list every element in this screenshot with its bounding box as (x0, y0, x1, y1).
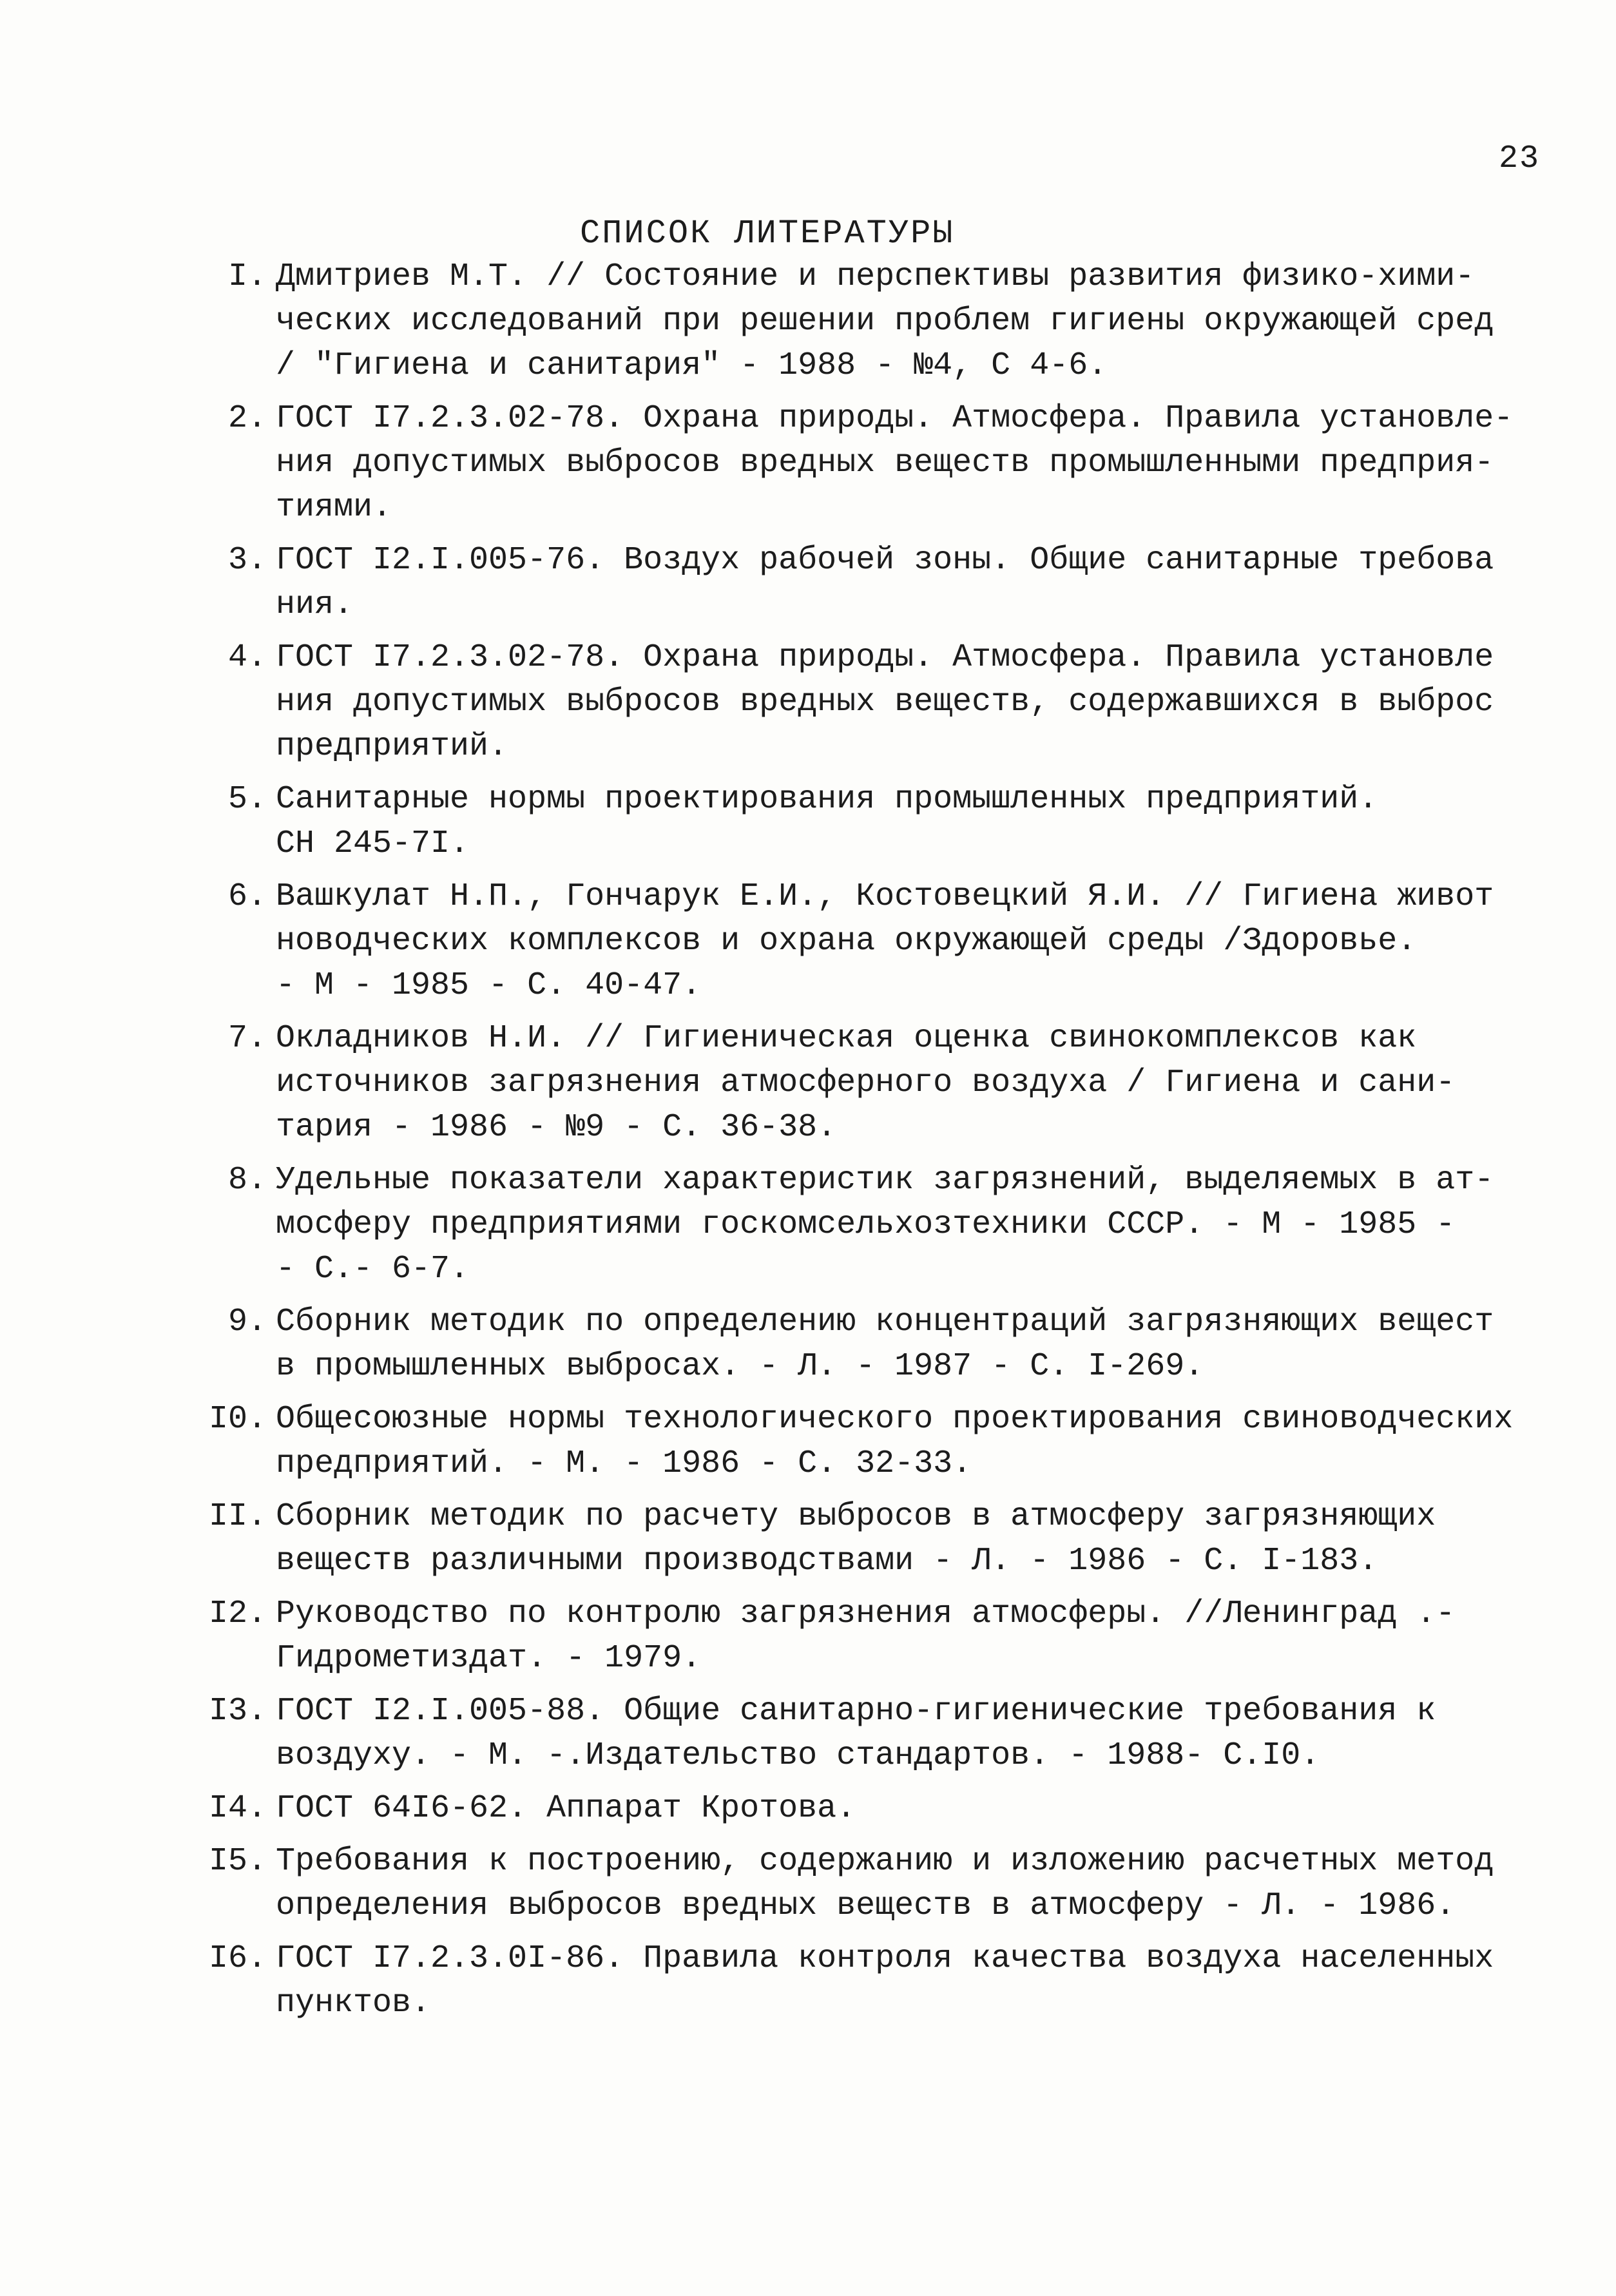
reference-text-line: ГОСТ I7.2.3.02-78. Охрана природы. Атмосфера. Правила установле- (276, 400, 1514, 437)
reference-number: 2. (227, 400, 267, 437)
reference-number: II. (208, 1498, 267, 1535)
page-number: 23 (1498, 140, 1540, 177)
reference-text-line: пунктов. (276, 1985, 431, 2021)
reference-text-line: ния. (276, 586, 354, 623)
reference-item (193, 255, 1553, 388)
reference-number: I2. (208, 1596, 267, 1632)
reference-text-line: ГОСТ I2.I.005-88. Общие санитарно-гигиенические требования к (276, 1693, 1436, 1730)
reference-number: 4. (227, 639, 267, 676)
reference-text-line: ГОСТ 64I6-62. Аппарат Кротова. (276, 1790, 856, 1827)
reference-item (193, 1689, 1553, 1778)
reference-text-line: ческих исследований при решении проблем гигиены окружающей сред (276, 303, 1494, 340)
reference-text-line: ГОСТ I7.2.3.0I-86. Правила контроля качества воздуха населенных (276, 1940, 1494, 1977)
reference-text-line: Гидрометиздат. - 1979. (276, 1640, 702, 1677)
reference-text-line: - М - 1985 - С. 40-47. (276, 967, 702, 1004)
reference-item (193, 538, 1553, 627)
reference-item (193, 1016, 1553, 1150)
reference-text-line: определения выбросов вредных веществ в атмосферу - Л. - 1986. (276, 1887, 1456, 1924)
reference-item (193, 635, 1553, 769)
reference-number: 3. (227, 542, 267, 579)
reference-text-line: / "Гигиена и санитария" - 1988 - №4, С 4-6. (276, 347, 1108, 384)
reference-text-line: ния допустимых выбросов вредных веществ, содержавшихся в выброс (276, 684, 1494, 720)
reference-text-line: Сборник методик по определению концентраций загрязняющих вещест (276, 1304, 1494, 1340)
reference-number: I4. (208, 1790, 267, 1827)
reference-item (193, 1936, 1553, 2025)
reference-text-line: мосферу предприятиями госкомсельхозтехники СССР. - М - 1985 - (276, 1206, 1456, 1243)
reference-number: 9. (227, 1304, 267, 1340)
reference-number: I. (227, 258, 267, 295)
reference-number: 7. (227, 1020, 267, 1057)
reference-text-line: тария - 1986 - №9 - С. 36-38. (276, 1109, 837, 1146)
reference-text-line: Дмитриев М.Т. // Состояние и перспективы развития физико-хими- (276, 258, 1475, 295)
page-title: СПИСОК ЛИТЕРАТУРЫ (580, 215, 955, 253)
reference-number: 6. (227, 878, 267, 915)
reference-number: I6. (208, 1940, 267, 1977)
reference-item (193, 1494, 1553, 1583)
reference-item (193, 1592, 1553, 1681)
reference-text-line: Общесоюзные нормы технологического проектирования свиноводческих (276, 1401, 1514, 1438)
reference-number: I0. (208, 1401, 267, 1438)
reference-text-line: предприятий. (276, 728, 508, 765)
reference-text-line: ГОСТ I7.2.3.02-78. Охрана природы. Атмосфера. Правила установле (276, 639, 1494, 676)
reference-item (193, 777, 1553, 866)
reference-item (193, 1300, 1553, 1389)
reference-text-line: - С.- 6-7. (276, 1251, 470, 1288)
reference-item (193, 1839, 1553, 1928)
reference-text-line: источников загрязнения атмосферного воздуха / Гигиена и сани- (276, 1065, 1456, 1101)
reference-text-line: СН 245-7I. (276, 825, 470, 862)
reference-text-line: тиями. (276, 489, 392, 526)
reference-text-line: ГОСТ I2.I.005-76. Воздух рабочей зоны. Общие санитарные требова (276, 542, 1494, 579)
reference-item (193, 874, 1553, 1008)
reference-number: 8. (227, 1162, 267, 1199)
reference-item (193, 1786, 1553, 1831)
reference-text-line: Окладников Н.И. // Гигиеническая оценка свинокомплексов как (276, 1020, 1417, 1057)
reference-text-line: предприятий. - М. - 1986 - С. 32-33. (276, 1445, 972, 1482)
reference-number: I3. (208, 1693, 267, 1730)
reference-list (193, 255, 1553, 2034)
reference-text-line: Сборник методик по расчету выбросов в атмосферу загрязняющих (276, 1498, 1436, 1535)
reference-text-line: воздуху. - М. -.Издательство стандартов. - 1988- С.I0. (276, 1737, 1320, 1774)
reference-text-line: Вашкулат Н.П., Гончарук Е.И., Костовецкий Я.И. // Гигиена живот (276, 878, 1494, 915)
reference-text-line: веществ различными производствами - Л. - 1986 - С. I-183. (276, 1543, 1378, 1579)
reference-text-line: Требования к построению, содержанию и изложению расчетных метод (276, 1843, 1494, 1880)
reference-text-line: Санитарные нормы проектирования промышленных предприятий. (276, 781, 1378, 818)
reference-number: 5. (227, 781, 267, 818)
reference-text-line: в промышленных выбросах. - Л. - 1987 - С. I-269. (276, 1348, 1204, 1385)
reference-number: I5. (208, 1843, 267, 1880)
reference-item (193, 396, 1553, 530)
reference-item (193, 1158, 1553, 1291)
reference-text-line: Удельные показатели характеристик загрязнений, выделяемых в ат- (276, 1162, 1494, 1199)
reference-item (193, 1397, 1553, 1486)
reference-text-line: Руководство по контролю загрязнения атмосферы. //Ленинград .- (276, 1596, 1456, 1632)
reference-text-line: новодческих комплексов и охрана окружающей среды /Здоровье. (276, 923, 1417, 960)
reference-text-line: ния допустимых выбросов вредных веществ промышленными предприя- (276, 445, 1494, 481)
